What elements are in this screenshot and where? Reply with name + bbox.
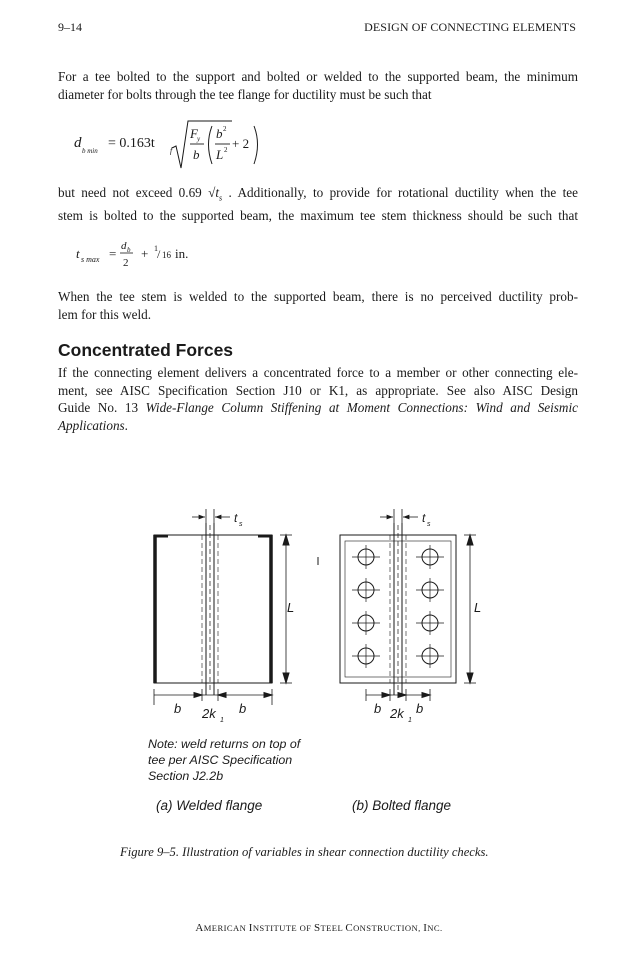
eq1-coef-sub: f (170, 146, 173, 155)
chapter-title: DESIGN OF CONNECTING ELEMENTS (364, 20, 576, 34)
svg-text:/: / (157, 247, 161, 261)
footer-run: NC. (427, 923, 443, 933)
b-label-b-left: b (374, 701, 382, 716)
text-run: t (215, 185, 220, 200)
text-run: but need not exceed 0.69 √ (58, 185, 216, 200)
paragraph-line (58, 399, 578, 417)
eq2-plus: + (141, 246, 149, 261)
2k-label-b-sub: 1 (408, 717, 412, 724)
eq2-lhs: t (76, 246, 80, 261)
svg-text:2: 2 (223, 125, 227, 133)
footer-run: S (313, 922, 321, 934)
footer-run: TEEL (320, 923, 346, 933)
paragraph-line: lem for this weld. (58, 306, 152, 322)
page-number: 9–14 (58, 20, 82, 34)
note-line: Section J2.2b (148, 769, 224, 783)
paragraph-line: ment, see AISC Specification Section J10 or K1, as appropriate. See also AISC Design (58, 382, 578, 398)
caption-welded-flange: (a) Welded flange (156, 798, 263, 813)
footer-run: C (345, 922, 354, 934)
eq1-lhs-sub: b min (82, 147, 98, 155)
paragraph-bolt-diameter (58, 68, 578, 103)
text-run: s (219, 193, 223, 203)
text-run: Applications (58, 417, 125, 433)
eq1-fy: F (190, 126, 198, 141)
figure-caption: Figure 9–5. Illustration of variables in shear connection ductility checks. (120, 845, 489, 859)
eq2-num-sub: b (127, 246, 131, 254)
tee-stem-thickness-equation (74, 236, 234, 272)
paragraph-line (58, 417, 578, 435)
note-line: Note: weld returns on top of (148, 737, 301, 751)
paragraph-line: For a tee bolted to the support and bolted or welded to the supported beam, the minimum (58, 69, 578, 84)
eq2-eq: = (109, 246, 117, 261)
b-label-b-right: b (416, 701, 424, 716)
footer-run: I (248, 922, 253, 934)
caption-bolted-flange: (b) Bolted flange (352, 798, 452, 813)
paragraph-concentrated-forces (58, 364, 578, 434)
footer-run: ONSTRUCTION, (353, 923, 424, 933)
eq1-b2-den: L (216, 147, 224, 162)
eq2-frac-num: 1 (154, 244, 158, 253)
eq1-coef: = 0.163t (108, 136, 155, 151)
eq1-fy-sub: y (197, 135, 201, 143)
eq1-b2-num: b (216, 126, 223, 141)
paragraph-need-not-exceed (58, 184, 578, 225)
paragraph-line (58, 184, 578, 207)
eq2-lhs-sub: s max (81, 255, 100, 264)
paragraph-line: diameter for bolts through the tee flange for ductility must be such that (58, 86, 432, 102)
shear-connection-figure (140, 505, 500, 735)
text-run: Guide No. 13 (58, 400, 146, 416)
welded-flange-diagram (154, 509, 295, 705)
eq2-den: 2 (123, 257, 129, 269)
eq1-plus-two: + 2 (232, 136, 250, 151)
2k-label-b: 2k (390, 706, 404, 721)
ts-label-b-sub: s (427, 521, 431, 528)
paragraph-line: When the tee stem is welded to the supported beam, there is no perceived ductility prob- (58, 289, 578, 304)
eq2-unit: in. (175, 246, 189, 261)
ts-label-b: t (422, 511, 426, 525)
publisher-footer (0, 922, 638, 934)
ts-label-a-sub: s (239, 521, 243, 528)
svg-text:2: 2 (224, 146, 228, 154)
footer-run: A (195, 922, 204, 934)
bolted-flange-diagram (340, 509, 476, 701)
b-label-a-right: b (239, 701, 247, 716)
b-label-a-left: b (174, 701, 182, 716)
section-heading: Concentrated Forces (58, 340, 234, 360)
eq2-num: d (121, 240, 127, 252)
2k-label-a: 2k (202, 706, 216, 721)
2k-label-a-sub: 1 (220, 717, 224, 724)
text-run: Wide-Flange Column Stiffening at Moment Connections: Wind and Seismic (145, 400, 578, 416)
L-label-b: L (474, 600, 482, 615)
eq1-lhs: d (74, 135, 82, 151)
text-run: . (124, 417, 128, 433)
note-line: tee per AISC Specification (148, 753, 293, 767)
footer-run: MERICAN (203, 923, 249, 933)
footer-run: I (423, 922, 428, 934)
ts-label-a: t (234, 511, 238, 525)
text-run: . Additionally, to provide for rotational ductility when the tee (222, 185, 578, 200)
eq2-frac-den: 16 (162, 250, 171, 260)
weld-return-note (148, 736, 300, 784)
footer-run: NSTITUTE OF (252, 923, 314, 933)
paragraph-line: If the connecting element delivers a concentrated force to a member or other connecting ele- (58, 365, 578, 380)
bolt-diameter-equation (72, 118, 272, 178)
eq1-fy-den: b (193, 147, 200, 162)
paragraph-line: stem is bolted to the supported beam, the maximum tee stem thickness should be such that (58, 208, 578, 224)
L-label-a: L (287, 600, 295, 615)
paragraph-welded-stem (58, 288, 578, 323)
